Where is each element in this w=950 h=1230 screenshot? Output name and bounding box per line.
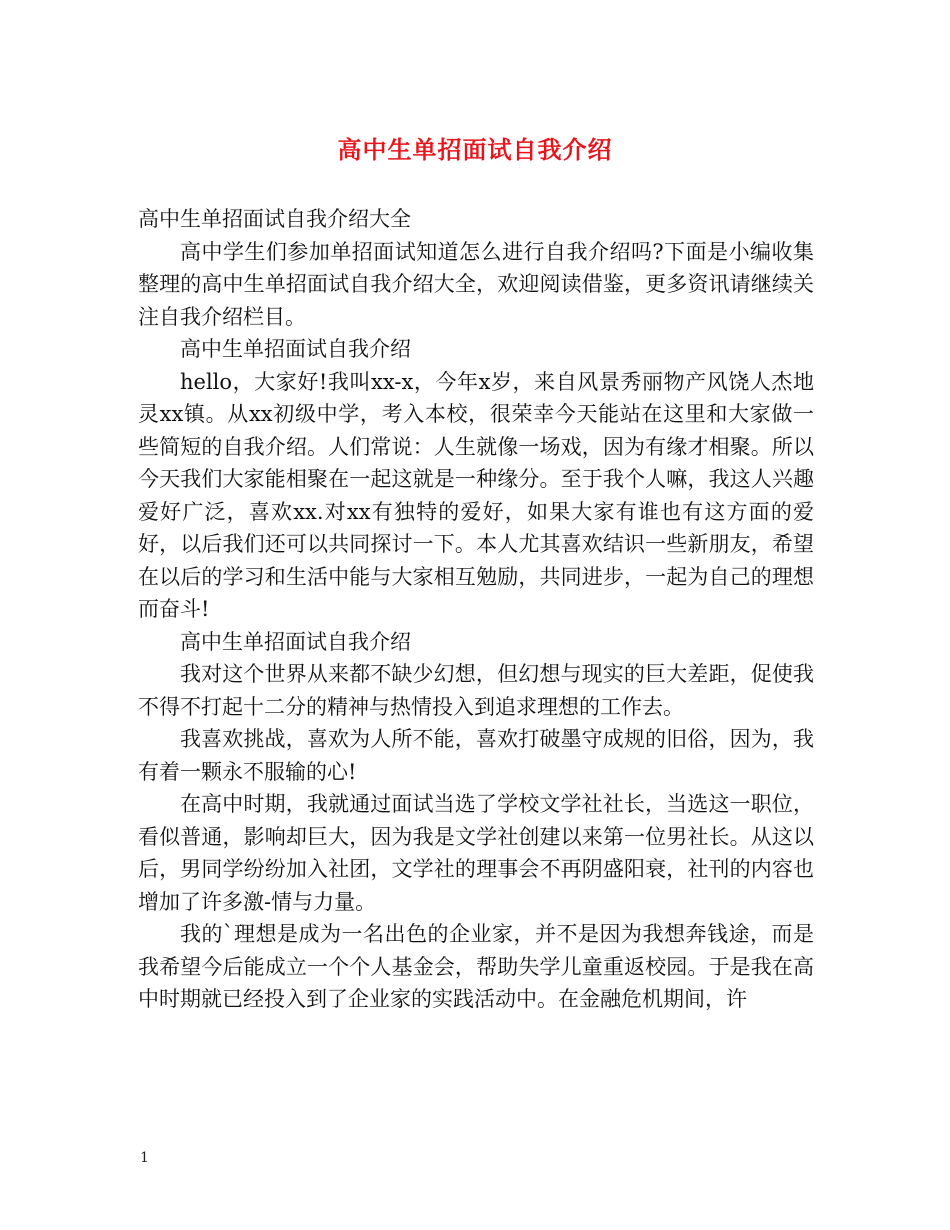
paragraph-challenge: 我喜欢挑战，喜欢为人所不能，喜欢打破墨守成规的旧俗，因为，我有着一颗永不服输的心! bbox=[138, 727, 814, 784]
paragraph-subtitle: 高中生单招面试自我介绍大全 bbox=[138, 207, 411, 231]
page-number: 1 bbox=[140, 1150, 149, 1166]
document-title: 高中生单招面试自我介绍 bbox=[337, 135, 613, 164]
document-body bbox=[138, 203, 814, 1016]
paragraph-self-intro-1: hello，大家好!我叫xx-x，今年x岁，来自风景秀丽物产风饶人杰地灵xx镇。从xx初级中学，考入本校，很荣幸今天能站在这里和大家做一些简短的自我介绍。人们常说：人生就像一场戏，因为有缘才相聚。所以今天我们大家能相聚在一起这就是一种缘分。至于我个人嘛，我这人兴趣爱好广泛，喜欢xx.对xx有独特的爱好，如果大家有谁也有这方面的爱好，以后我们还可以共同探讨一下。本人尤其喜欢结识一些新朋友，希望在以后的学习和生活中能与大家相互勉励，共同进步，一起为自己的理想而奋斗! bbox=[138, 369, 814, 621]
paragraph-fantasy: 我对这个世界从来都不缺少幻想，但幻想与现实的巨大差距，促使我不得不打起十二分的精神与热情投入到追求理想的工作去。 bbox=[138, 662, 814, 719]
paragraph-literary-club: 在高中时期，我就通过面试当选了学校文学社社长，当选这一职位，看似普通，影响却巨大，因为我是文学社创建以来第一位男社长。从这以后，男同学纷纷加入社团，文学社的理事会不再阴盛阳衰，社刊的内容也增加了许多激-情与力量。 bbox=[138, 792, 814, 914]
section-heading-2: 高中生单招面试自我介绍 bbox=[180, 629, 411, 654]
section-heading-1: 高中生单招面试自我介绍 bbox=[180, 337, 411, 361]
paragraph-ideal: 我的`理想是成为一名出色的企业家，并不是因为我想奔钱途，而是我希望今后能成立一个个人基金会，帮助失学儿童重返校园。于是我在高中时期就已经投入到了企业家的实践活动中。在金融危机期间，许 bbox=[138, 922, 814, 1011]
paragraph-intro: 高中学生们参加单招面试知道怎么进行自我介绍吗?下面是小编收集整理的高中生单招面试自我介绍大全，欢迎阅读借鉴，更多资讯请继续关注自我介绍栏目。 bbox=[138, 239, 814, 329]
